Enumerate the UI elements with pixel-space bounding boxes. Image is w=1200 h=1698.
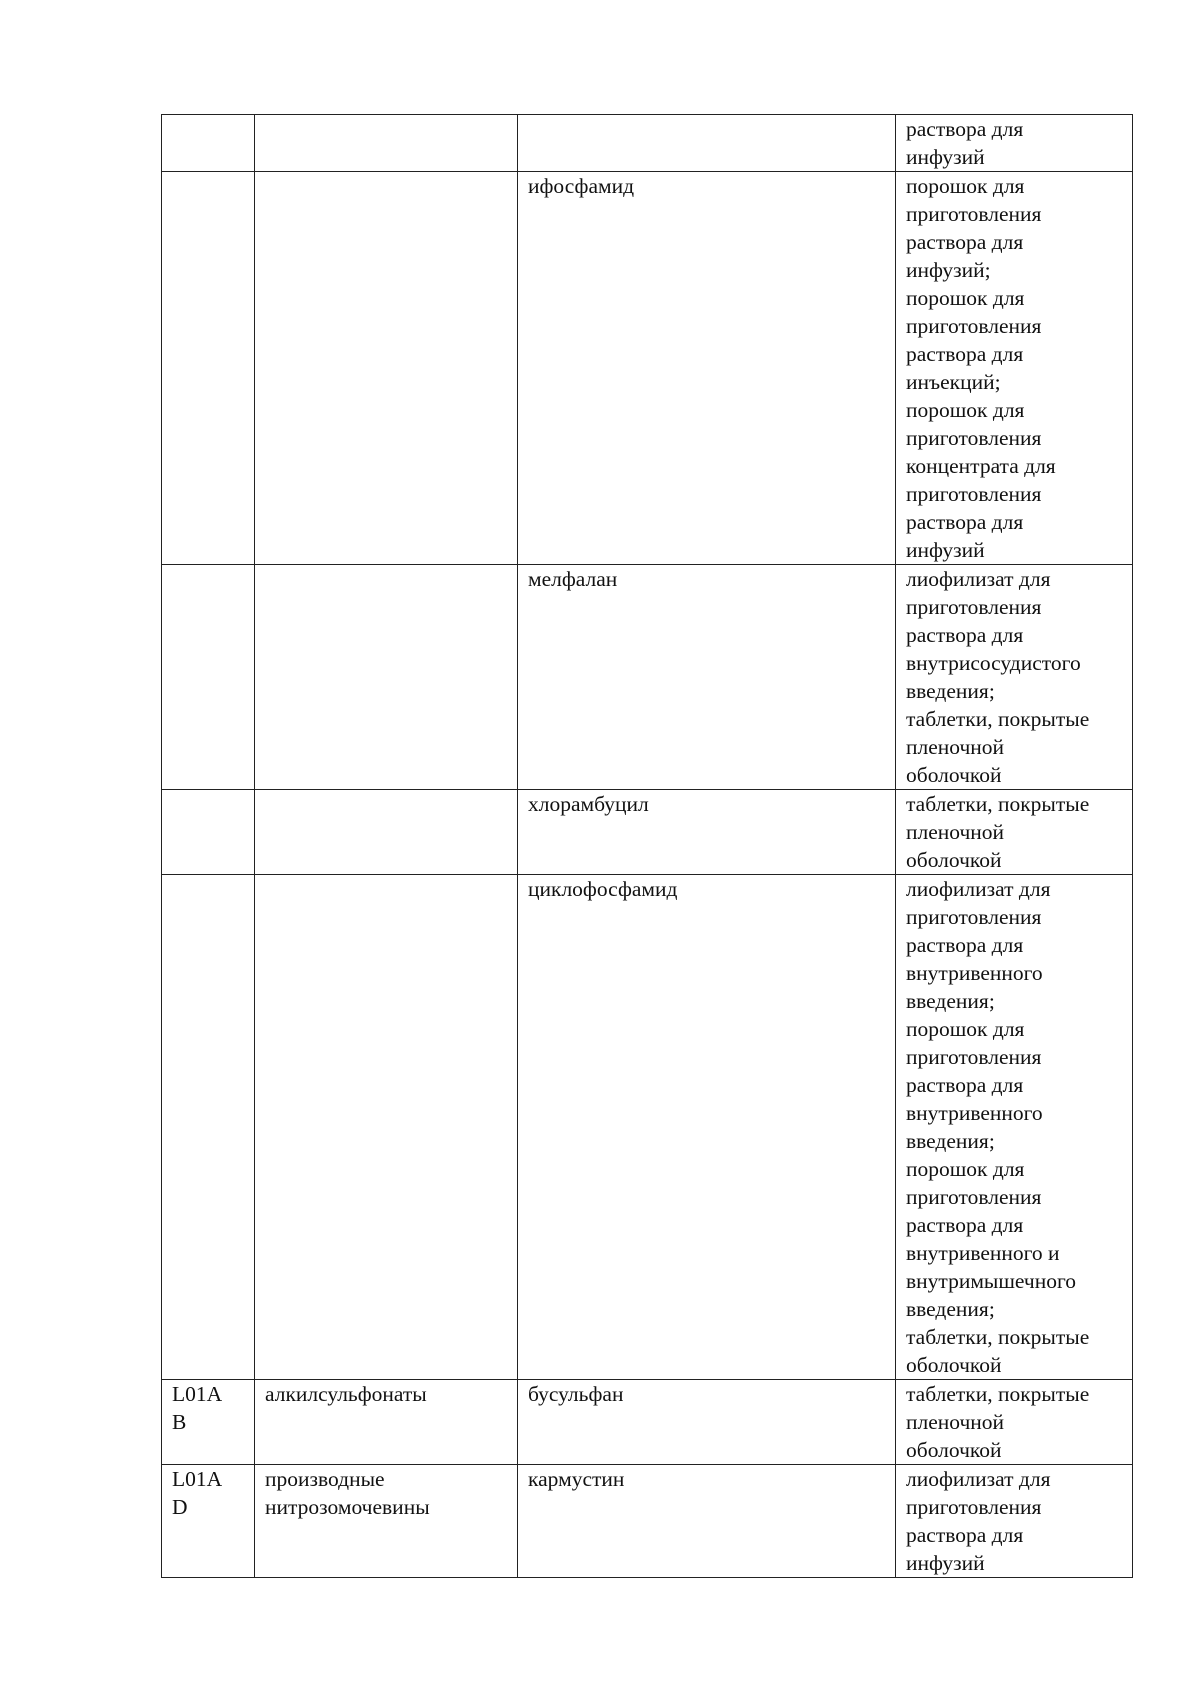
inn-cell: ифосфамид [518, 172, 896, 565]
inn-cell: циклофосфамид [518, 875, 896, 1380]
dosage-form-cell: лиофилизат для приготовления раствора для инфузий [896, 1465, 1133, 1578]
atc-code-cell [162, 115, 255, 172]
dosage-form-cell: лиофилизат для приготовления раствора для внутрисосудистого введения; таблетки, покрытые пленочной оболочкой [896, 565, 1133, 790]
dosage-form-cell: таблетки, покрытые пленочной оболочкой [896, 790, 1133, 875]
inn-cell: хлорамбуцил [518, 790, 896, 875]
inn-cell [518, 115, 896, 172]
atc-code-cell [162, 172, 255, 565]
inn-cell: кармустин [518, 1465, 896, 1578]
group-cell [255, 172, 518, 565]
atc-code-cell: L01A D [162, 1465, 255, 1578]
group-cell [255, 790, 518, 875]
dosage-form-cell: таблетки, покрытые пленочной оболочкой [896, 1380, 1133, 1465]
dosage-form-cell: порошок для приготовления раствора для инфузий; порошок для приготовления раствора для инъекций; порошок для приготовления концентрата для приготовления раствора для инфузий [896, 172, 1133, 565]
atc-code-cell [162, 875, 255, 1380]
group-cell [255, 875, 518, 1380]
table-row [162, 1465, 1133, 1578]
group-cell: производные нитрозомочевины [255, 1465, 518, 1578]
table-row [162, 790, 1133, 875]
dosage-form-cell: раствора для инфузий [896, 115, 1133, 172]
table-row [162, 875, 1133, 1380]
atc-code-cell [162, 790, 255, 875]
drug-table [161, 114, 1133, 1578]
table-row [162, 1380, 1133, 1465]
inn-cell: мелфалан [518, 565, 896, 790]
inn-cell: бусульфан [518, 1380, 896, 1465]
group-cell: алкилсульфонаты [255, 1380, 518, 1465]
table-row [162, 565, 1133, 790]
group-cell [255, 565, 518, 790]
table-row [162, 115, 1133, 172]
atc-code-cell [162, 565, 255, 790]
table-row [162, 172, 1133, 565]
dosage-form-cell: лиофилизат для приготовления раствора для внутривенного введения; порошок для приготовления раствора для внутривенного введения; порошок для приготовления раствора для внутривенного и внутримышечного введения; таблетки, покрытые оболочкой [896, 875, 1133, 1380]
group-cell [255, 115, 518, 172]
atc-code-cell: L01A B [162, 1380, 255, 1465]
